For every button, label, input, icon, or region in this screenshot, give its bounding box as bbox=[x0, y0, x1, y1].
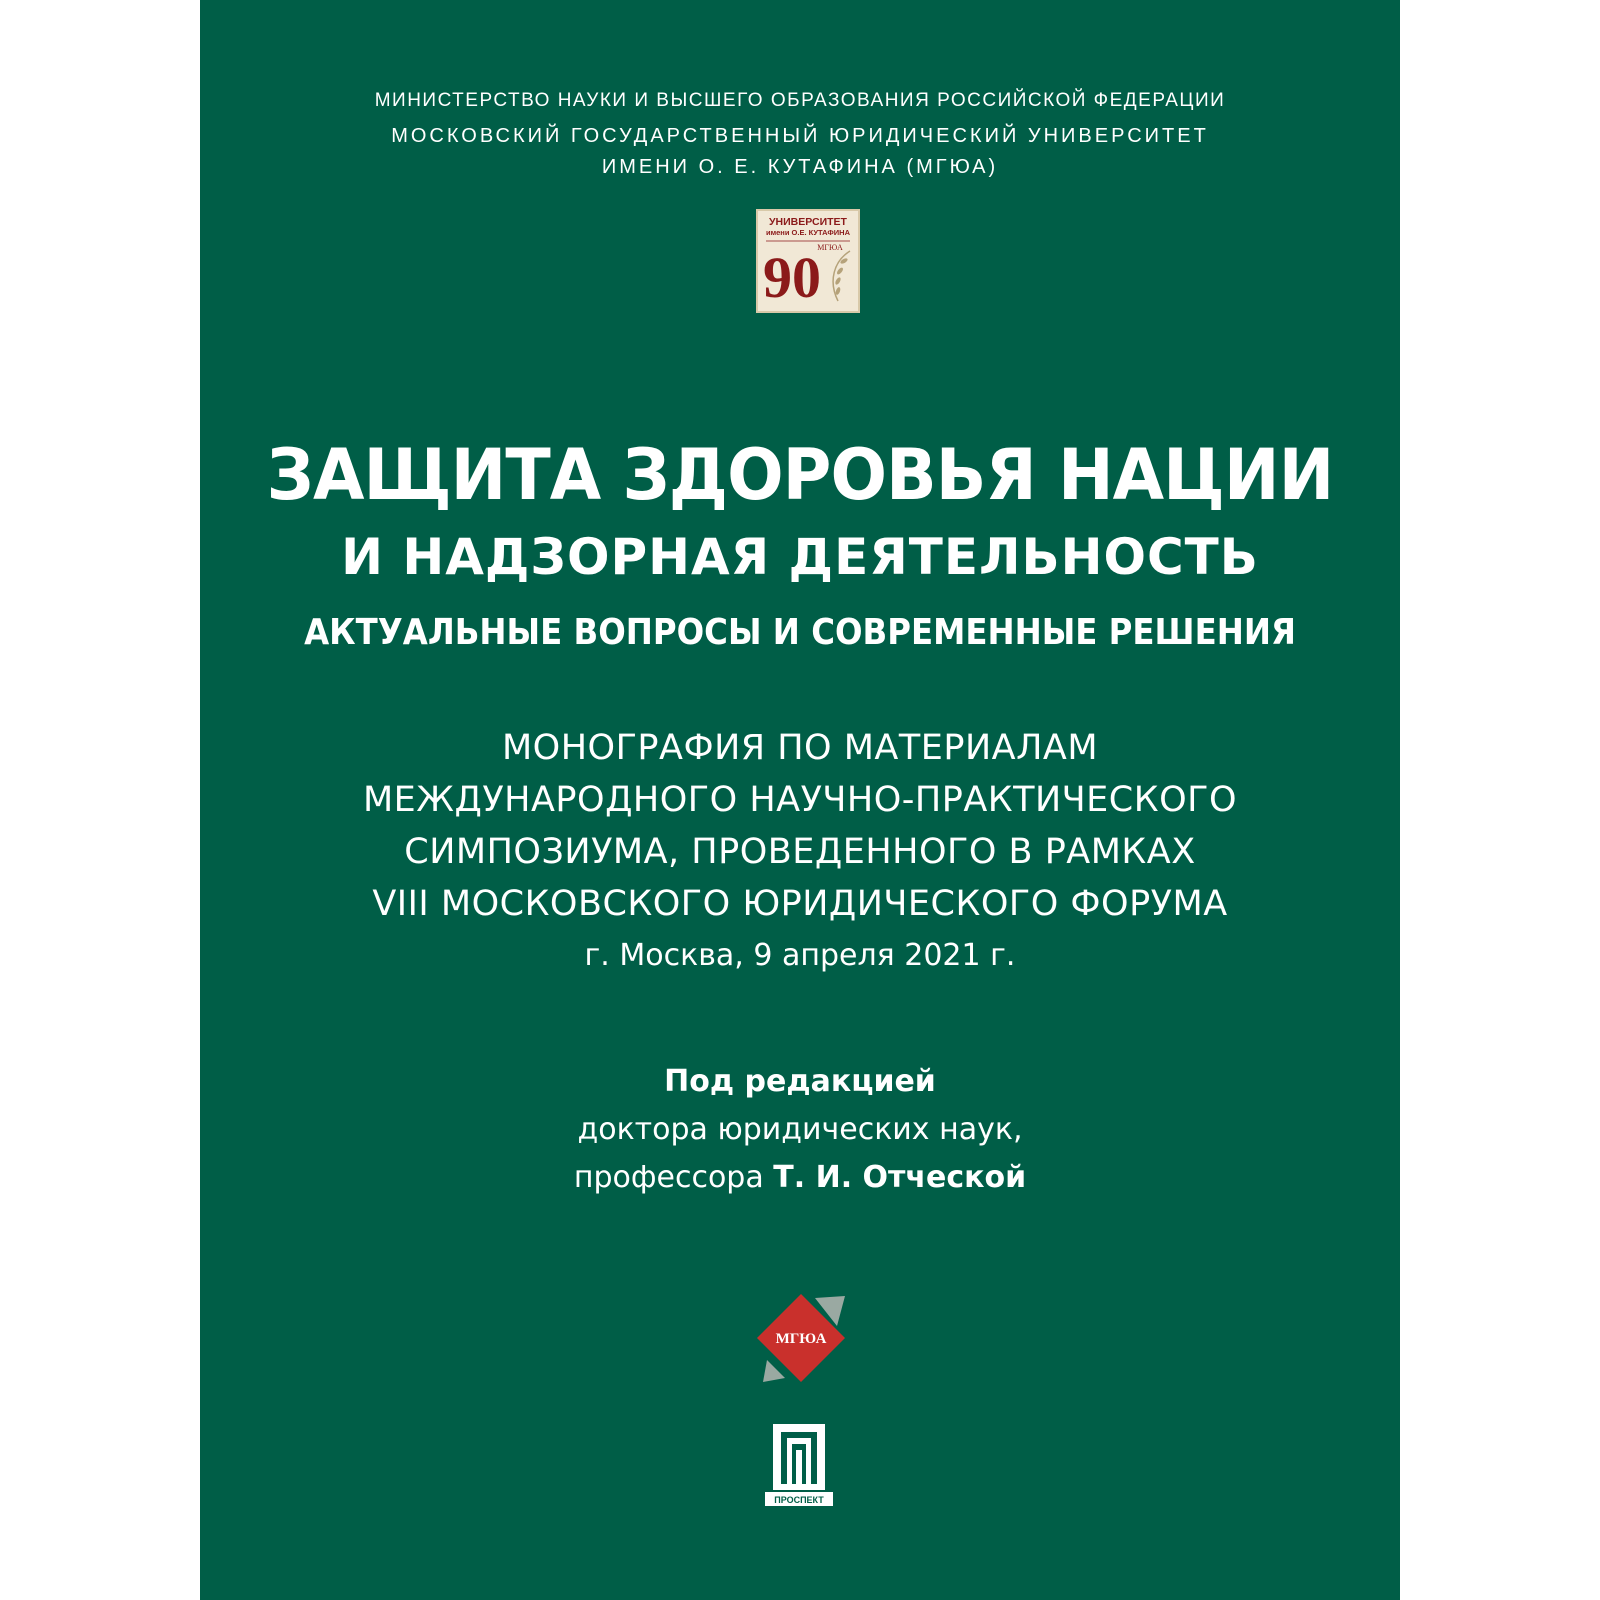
mgua-logo bbox=[753, 1290, 849, 1386]
university-line-1: МОСКОВСКИЙ ГОСУДАРСТВЕННЫЙ ЮРИДИЧЕСКИЙ УНИВЕРСИТЕТ bbox=[391, 125, 1209, 147]
logo-90-number: 90 bbox=[763, 245, 821, 310]
monograph-description bbox=[200, 722, 1400, 982]
prospekt-logo-text: ПРОСПЕКТ bbox=[774, 1495, 824, 1505]
description-line-3: СИМПОЗИУМА, ПРОВЕДЕННОГО В РАМКАХ bbox=[404, 832, 1196, 872]
book-cover bbox=[200, 0, 1400, 1600]
title-line-1: ЗАЩИТА ЗДОРОВЬЯ НАЦИИ bbox=[266, 434, 1334, 516]
logo-university-text: УНИВЕРСИТЕТ bbox=[769, 216, 847, 228]
description-line-4: VIII МОСКОВСКОГО ЮРИДИЧЕСКОГО ФОРУМА bbox=[372, 884, 1228, 924]
description-line-2: МЕЖДУНАРОДНОГО НАУЧНО-ПРАКТИЧЕСКОГО bbox=[362, 780, 1238, 820]
anniversary-logo-graphic bbox=[758, 211, 858, 311]
university-line-2: ИМЕНИ О. Е. КУТАФИНА (МГЮА) bbox=[601, 156, 999, 178]
university-name bbox=[200, 121, 1400, 183]
prospekt-logo bbox=[765, 1424, 833, 1508]
logo-kutafin-text: имени О.Е. КУТАФИНА bbox=[765, 228, 851, 237]
title-line-2: И НАДЗОРНАЯ ДЕЯТЕЛЬНОСТЬ bbox=[341, 528, 1259, 586]
editor-title: профессора bbox=[573, 1160, 774, 1195]
anniversary-logo bbox=[756, 209, 860, 313]
editor-heading: Под редакцией bbox=[664, 1064, 936, 1099]
editor-name: Т. И. Отческой bbox=[773, 1160, 1027, 1195]
logo-mgua-text: МГЮА bbox=[817, 243, 843, 252]
event-date: г. Москва, 9 апреля 2021 г. bbox=[584, 938, 1016, 973]
subtitle: АКТУАЛЬНЫЕ ВОПРОСЫ И СОВРЕМЕННЫЕ РЕШЕНИЯ bbox=[304, 612, 1296, 653]
ministry-line: МИНИСТЕРСТВО НАУКИ И ВЫСШЕГО ОБРАЗОВАНИЯ РОССИЙСКОЙ ФЕДЕРАЦИИ bbox=[374, 90, 1226, 111]
prospekt-building-icon bbox=[765, 1424, 833, 1508]
editor-block bbox=[200, 1058, 1400, 1202]
editor-credentials: доктора юридических наук, bbox=[577, 1112, 1023, 1147]
editor-line bbox=[200, 1154, 1400, 1202]
description-line-1: МОНОГРАФИЯ ПО МАТЕРИАЛАМ bbox=[501, 728, 1099, 768]
mgua-diamond-icon bbox=[753, 1290, 849, 1386]
mgua-logo-text: МГЮА bbox=[775, 1331, 827, 1347]
